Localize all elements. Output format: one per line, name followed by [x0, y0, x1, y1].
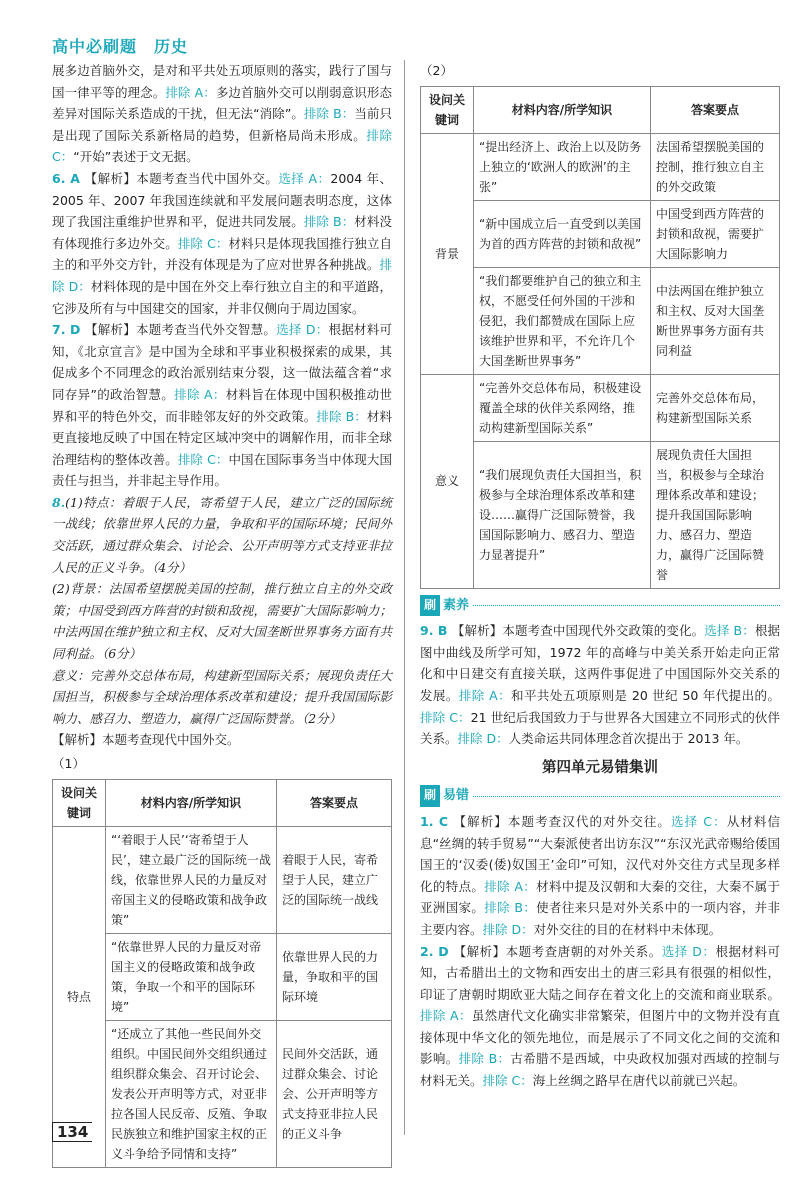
material-cell: “我们展现负责任大国担当，积极参与全球治理体系改革和建设……赢得广泛国际赞誉，我国国际影响力、感召力、塑造力显著提升”	[474, 441, 651, 588]
text-segment: 21 世纪后我国致力于与世界各大国建立不同形式的伙伴关系。	[420, 709, 780, 747]
answer-cell: 展现负责任大国担当，积极参与全球治理体系改革和建设；提升我国国际影响力、感召力、塑造力，赢得广泛国际赞誉	[651, 441, 780, 588]
option-keyword: 排除 B：	[316, 408, 367, 424]
tag-badge: 刷	[420, 595, 440, 617]
unit-title: 第四单元易错集训	[542, 759, 658, 776]
text-segment: 根据材料可知，古希腊出土的文物和西安出土的唐三彩具有很强的相似性，印证了唐朝时期欧亚大陆之间存在着文化上的交流和商业联系。	[420, 943, 780, 1002]
answer-cell: 依靠世界人民的力量，争取和平的国际环境	[277, 933, 392, 1020]
text-segment: 使者往来只是对外关系中的一项内容，并非主要内容。	[420, 900, 780, 937]
table-row	[53, 826, 392, 933]
column-divider	[404, 60, 405, 1135]
th-material-2: 材料内容/所学知识	[474, 86, 651, 133]
option-keyword: 排除 A：	[420, 1008, 472, 1024]
table2-label: （2）	[420, 63, 453, 78]
text-segment: 虽然唐代文化确实非常繁荣，但图片中的文物并没有直接体现中华文化的领先地位，而是展示了不同文化之间的交流和影响。	[420, 1008, 780, 1067]
text-segment: 材料旨在体现中国积极推动世界和平的特色外交，而非睦邻友好的外交政策。	[52, 386, 392, 424]
page-number	[52, 1122, 92, 1142]
material-cell: “提出经济上、政治上以及防务上独立的‘欧洲人的欧洲’的主张”	[474, 133, 651, 200]
right-column	[420, 60, 780, 1092]
material-cell: “还成立了其他一些民间外交组织。中国民间外交组织通过组织群众集会、召开讨论会、发表公开声明等方式，对亚非拉各国人民反帝、反殖、争取民族独立和维护国家主权的正义斗争给予同情和支持”	[106, 1020, 277, 1167]
question-number: 9. B	[420, 623, 452, 639]
option-keyword: 排除 C：	[52, 127, 392, 165]
text-segment: 材料体现的是中国在外交上奉行独立自主的和平道路，它涉及所有与中国建交的国家，并非仅侧向于周边国家。	[52, 278, 392, 316]
text-segment: 对外交往的目的在材料中未体现。	[533, 921, 722, 937]
th-material: 材料内容/所学知识	[106, 779, 277, 826]
tag-badge-2: 刷	[420, 785, 440, 807]
tag-label: 素养	[443, 597, 470, 613]
table-row	[421, 133, 780, 200]
q8-answer-2: (2)背景：法国希望摆脱美国的控制，推行独立自主的外交政策；中国受到西方阵营的封锁和敌视，需要扩大国际影响力；中法两国在维护独立和主权、反对大国垄断世界事务方面有共同利益。（6分）	[52, 581, 392, 662]
material-cell: “‘着眼于人民’‘寄希望于人民’，建立最广泛的国际统一战线，依靠世界人民的力量反对帝国主义的侵略政策和战争政策”	[106, 826, 277, 933]
keyword-cell: 意义	[421, 374, 474, 588]
text-segment: 【解析】本题考查当代中国外交。	[84, 170, 279, 186]
th-answer: 答案要点	[277, 779, 392, 826]
section-tag-literacy	[420, 595, 780, 617]
option-keyword: 排除 C：	[482, 1073, 533, 1089]
table-row	[421, 267, 780, 374]
text-segment: 【解析】本题考查中国现代外交政策的变化。	[451, 623, 705, 639]
question-number: 2. D	[420, 943, 454, 959]
left-column	[52, 60, 392, 1168]
material-cell: “依靠世界人民的力量反对帝国主义的侵略政策和战争政策，争取一个和平的国际环境”	[106, 933, 277, 1020]
answer-cell: 法国希望摆脱美国的控制，推行独立自主的外交政策	[651, 133, 780, 200]
tag-dotted-line	[473, 604, 780, 606]
material-cell: “我们都要维护自己的独立和主权，不愿受任何外国的干涉和侵犯，我们都赞成在国际上应该维护世界和平，不允许几个大国垄断世界事务”	[474, 267, 651, 374]
th-answer-2: 答案要点	[651, 86, 780, 133]
text-segment: 材料更直接地反映了中国在特定区域冲突中的调解作用，而非全球治理结构的整体改善。	[52, 408, 392, 467]
text-segment: 材料只是体现我国推行独立自主的和平外交方针，并没有体现是为了应对世界各种挑战。	[52, 235, 392, 273]
material-cell: “完善外交总体布局，积极建设覆盖全球的伙伴关系网络，推动构建新型国际关系”	[474, 374, 651, 441]
text-segment: 【解析】本题考查唐朝的对外关系。	[453, 943, 662, 959]
text-segment: 材料中提及汉朝和大秦的交往，大秦不属于亚洲国家。	[420, 878, 780, 916]
text-segment: 海上丝绸之路早在唐代以前就已兴起。	[532, 1073, 746, 1089]
option-keyword: 排除 D：	[482, 921, 534, 937]
text-segment: 2004 年、2005 年、2007 年我国连续就和平发展问题表明态度，这体现了我国注重维护世界和平，促进共同发展。	[52, 170, 392, 230]
answer-cell: 完善外交总体布局，构建新型国际关系	[651, 374, 780, 441]
text-segment: 从材料信息“丝绸的转手贸易”“大秦派使者出访东汉”“东汉光武帝赐给倭国国王的‘汉委(倭)奴国王’金印”可知，汉代对外交往方式呈现多样化的特点。	[420, 813, 780, 894]
text-segment: 古希腊不是西域，中央政权加强对西域的控制与材料无关。	[420, 1051, 780, 1089]
keyword-cell: 特点	[53, 826, 106, 1167]
option-keyword: 排除 A：	[174, 386, 226, 402]
text-segment: 根据图中曲线及所学可知，1972 年的高峰与中美关系开始走向正常化和中日建交有直接关联，这两件事促进了中国国际外交关系的发展。	[420, 623, 780, 703]
para-q9	[420, 620, 780, 750]
text-segment: 材料没有体现推行多边外交。	[52, 214, 392, 251]
q8-number: 8.	[52, 494, 66, 510]
text-segment: 和平共处五项原则是 20 世纪 50 年代提出的。	[511, 687, 780, 703]
option-keyword: 选择 B：	[704, 623, 755, 639]
para-q7	[52, 319, 392, 492]
option-keyword: 选择 D：	[276, 322, 329, 338]
option-keyword: 排除 B：	[303, 106, 355, 122]
th-keyword-2: 设问关键词	[421, 86, 474, 133]
tag-dotted-line-2	[473, 795, 780, 797]
text-segment: “开始”表述于文无据。	[73, 149, 199, 165]
text-segment: 多边首脑外交可以削弱意识形态差异对国际关系造成的干扰，但无法“消除”。	[52, 84, 392, 122]
material-cell: “新中国成立后一直受到以美国为首的西方阵营的封锁和敌视”	[474, 200, 651, 267]
para-e1	[420, 811, 780, 941]
para-q6	[52, 168, 392, 319]
option-keyword: 排除 D：	[457, 731, 509, 747]
page-number-text: 134	[57, 1123, 89, 1141]
answer-cell: 着眼于人民，寄希望于人民，建立广泛的国际统一战线	[277, 826, 392, 933]
text-segment: 【解析】本题考查汉代的对外交往。	[453, 813, 672, 829]
table-q8-2	[420, 86, 780, 589]
answer-cell: 中法两国在维护独立和主权、反对大国垄断世界事务方面有共同利益	[651, 267, 780, 374]
answer-cell: 中国受到西方阵营的封锁和敌视，需要扩大国际影响力	[651, 200, 780, 267]
text-segment: 根据材料可知，《北京宣言》是中国为全球和平事业积极探索的成果，其促成多个不同理念的政治派别结束分裂，这一做法蕴含着“求同存异”的政治智慧。	[52, 322, 392, 402]
section-tag-errors	[420, 785, 780, 807]
option-keyword: 排除 B：	[303, 214, 355, 230]
para-e2	[420, 941, 780, 1092]
answer-cell: 民间外交活跃，通过群众集会、讨论会、公开声明等方式支持亚非拉人民的正义斗争	[277, 1020, 392, 1167]
option-keyword: 排除 A：	[458, 687, 512, 703]
question-number: 7. D	[52, 322, 86, 338]
option-keyword: 排除 C：	[177, 451, 229, 467]
option-keyword: 选择 C：	[671, 813, 727, 829]
tag-label-2: 易错	[443, 788, 470, 804]
table-row	[421, 441, 780, 588]
option-keyword: 排除 A：	[484, 878, 537, 894]
option-keyword: 选择 D：	[661, 943, 716, 959]
table-row	[421, 374, 780, 441]
option-keyword: 排除 A：	[165, 84, 216, 100]
table-row	[421, 200, 780, 267]
q8-answer-3: 意义：完善外交总体布局，构建新型国际关系；展现负责任大国担当，积极参与全球治理体系改革和建设；提升我国国际影响力、感召力、塑造力，赢得广泛国际赞誉。（2分）	[52, 667, 392, 726]
option-keyword: 排除 C：	[420, 709, 471, 725]
keyword-cell: 背景	[421, 133, 474, 374]
table-q8-1	[52, 779, 392, 1168]
book-header: 高中必刷题 历史	[52, 37, 189, 56]
q8-analysis: 【解析】本题考查现代中国外交。	[52, 732, 240, 748]
table1-label: （1）	[52, 756, 85, 771]
question-number: 6. A	[52, 170, 85, 186]
text-segment: 展多边首脑外交，是对和平共处五项原则的落实，践行了国与国一律平等的理念。	[52, 63, 392, 100]
text-segment: 【解析】本题考查当代外交智慧。	[85, 322, 277, 338]
para-q5-cont	[52, 60, 392, 168]
text-segment: 人类命运共同体理念首次提出于 2013 年。	[508, 731, 749, 747]
q8-answer-1	[52, 492, 392, 578]
th-keyword: 设问关键词	[53, 779, 106, 826]
option-keyword: 排除 D：	[52, 257, 392, 294]
option-keyword: 排除 C：	[177, 235, 229, 251]
text-segment: 当前只是出现了国际关系新格局的趋势，但新格局尚未形成。	[52, 106, 392, 143]
option-keyword: 选择 A：	[278, 170, 331, 186]
question-number: 1. C	[420, 813, 454, 829]
q8-answer-1-text: (1)特点：着眼于人民，寄希望于人民，建立广泛的国际统一战线；依靠世界人民的力量，争取和平的国际环境；民间外交活跃，通过群众集会、讨论会、公开声明等方式支持亚非拉人民的正义斗争。（4分）	[52, 494, 392, 575]
text-segment: 中国在国际事务当中体现大国责任与担当，并非起主导作用。	[52, 451, 392, 489]
option-keyword: 排除 B：	[484, 900, 537, 916]
option-keyword: 排除 B：	[458, 1051, 511, 1067]
